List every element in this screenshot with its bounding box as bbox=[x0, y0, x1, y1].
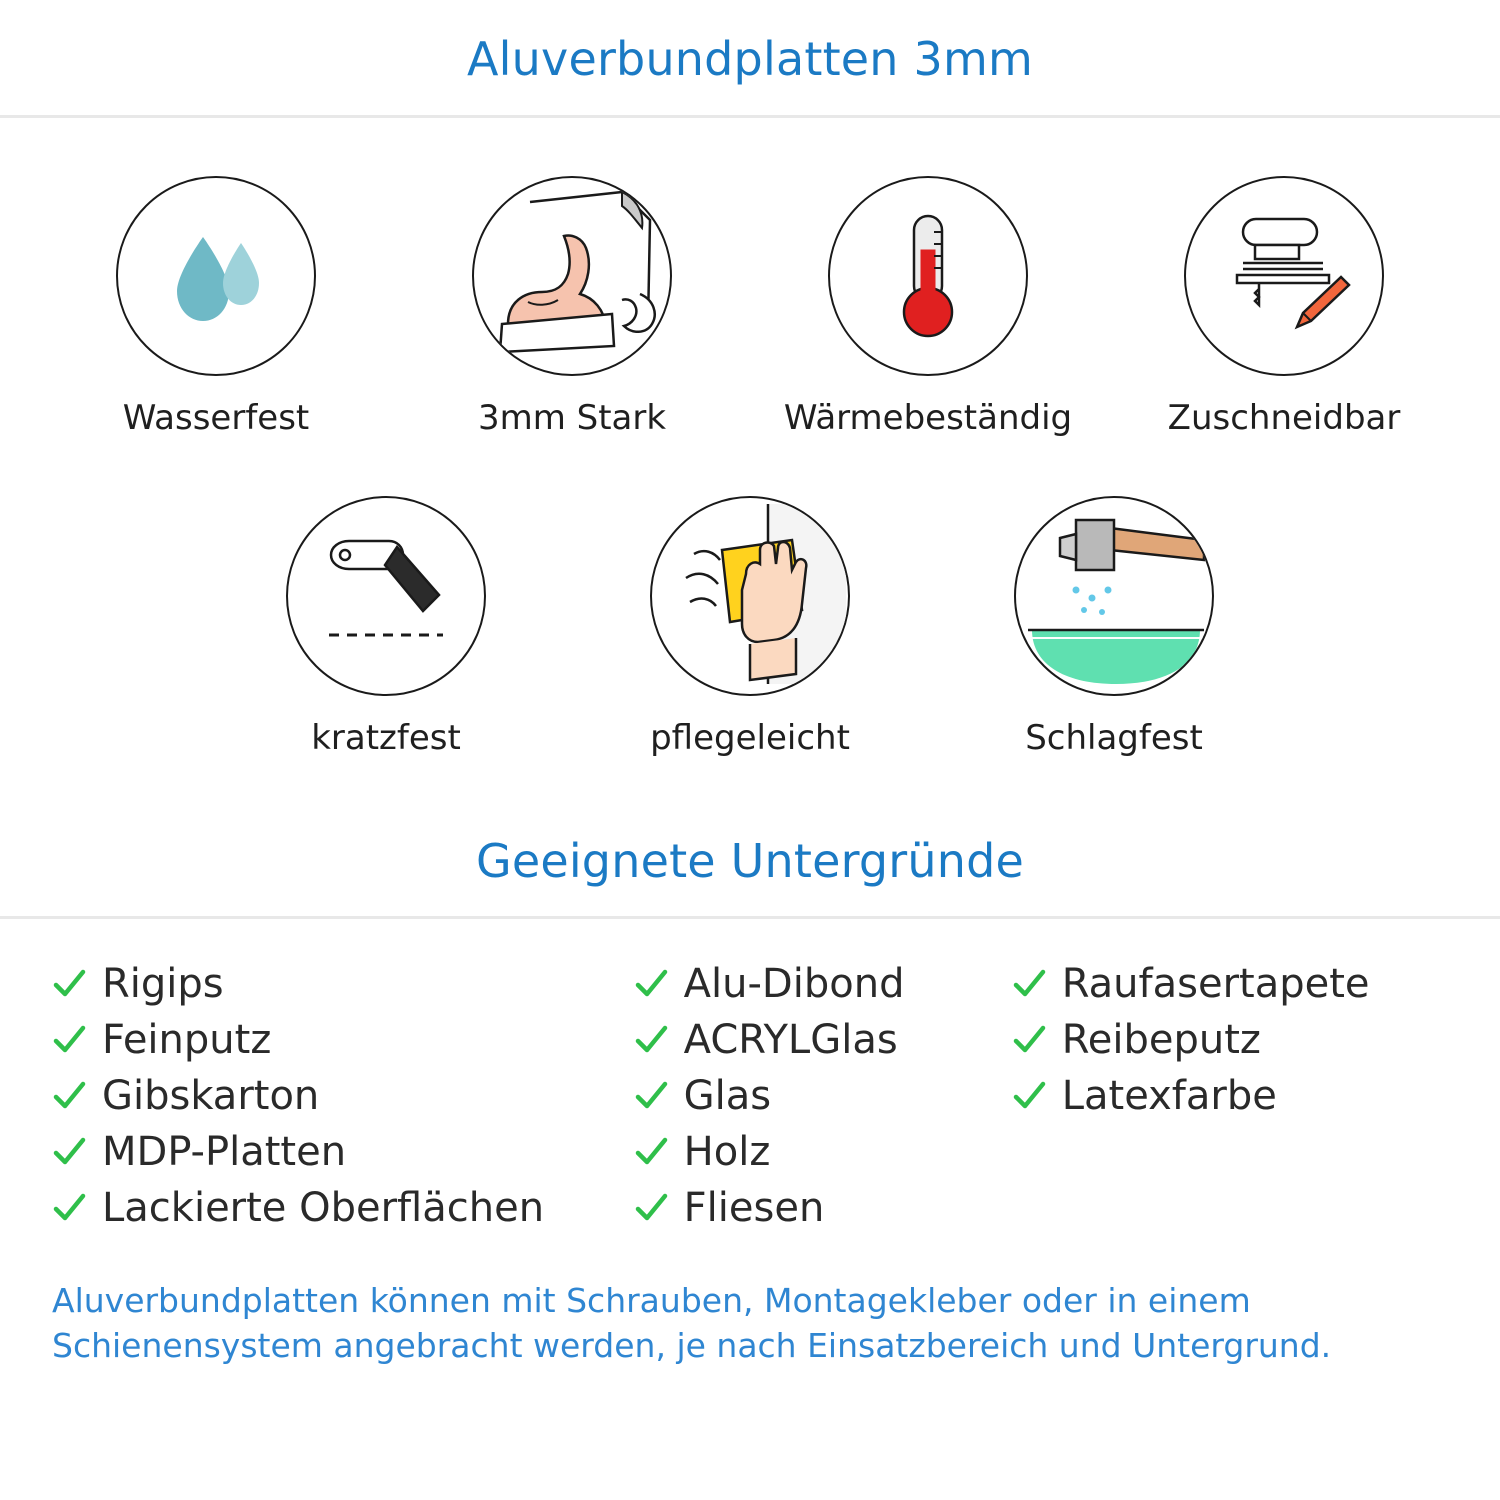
hand-cloth-wipe-icon bbox=[650, 496, 850, 696]
check-icon bbox=[52, 1135, 86, 1169]
substrate-column-3 bbox=[1012, 961, 1448, 1231]
feature-label: kratzfest bbox=[311, 717, 461, 758]
feature-icon-badge bbox=[828, 176, 1028, 376]
check-icon bbox=[52, 1079, 86, 1113]
list-item-label: Holz bbox=[683, 1129, 771, 1176]
feature-icon-badge bbox=[286, 496, 486, 696]
jigsaw-cutter-icon bbox=[1199, 189, 1369, 363]
list-item-label: Gibskarton bbox=[102, 1073, 320, 1120]
feature-schlagfest bbox=[989, 496, 1239, 758]
list-item bbox=[52, 1017, 634, 1063]
feature-label: Wärmebeständig bbox=[783, 397, 1073, 438]
feature-pflegeleicht bbox=[625, 496, 875, 758]
page-title-features: Aluverbundplatten 3mm bbox=[467, 32, 1033, 86]
page-title-substrates: Geeignete Untergründe bbox=[475, 833, 1025, 888]
list-item bbox=[52, 1129, 634, 1175]
feature-wasserfest bbox=[91, 176, 341, 438]
feature-3mm-stark bbox=[447, 176, 697, 438]
substrate-list bbox=[0, 919, 1500, 1231]
check-icon bbox=[634, 967, 668, 1001]
hammer-impact-icon bbox=[1014, 496, 1214, 696]
check-icon bbox=[1012, 967, 1046, 1001]
list-item bbox=[52, 961, 634, 1007]
substrate-column-2 bbox=[634, 961, 1012, 1231]
list-item-label: Reibeputz bbox=[1061, 1017, 1261, 1064]
feature-icon-badge bbox=[650, 496, 850, 696]
list-item bbox=[634, 1017, 1012, 1063]
feature-label: 3mm Stark bbox=[477, 397, 667, 438]
list-item-label: Latexfarbe bbox=[1061, 1073, 1277, 1120]
water-drops-icon bbox=[141, 199, 291, 353]
list-item bbox=[634, 1185, 1012, 1231]
list-item-label: MDP-Platten bbox=[102, 1129, 347, 1176]
footer-note-line-1: Aluverbundplatten können mit Schrauben, Montagekleber oder in einem bbox=[52, 1281, 1251, 1321]
list-item bbox=[1012, 961, 1448, 1007]
strong-arm-icon bbox=[472, 176, 672, 376]
feature-icon-badge bbox=[1184, 176, 1384, 376]
check-icon bbox=[634, 1023, 668, 1057]
list-item bbox=[1012, 1017, 1448, 1063]
feature-row-1 bbox=[0, 176, 1500, 438]
feature-label: Zuschneidbar bbox=[1167, 397, 1401, 438]
footer-note-line-2: Schienensystem angebracht werden, je nach Einsatzbereich und Untergrund. bbox=[52, 1325, 1332, 1365]
feature-icon-badge bbox=[472, 176, 672, 376]
list-item bbox=[634, 961, 1012, 1007]
list-item-label: Raufasertapete bbox=[1061, 961, 1370, 1008]
knife-scratch-icon bbox=[301, 509, 471, 683]
check-icon bbox=[634, 1191, 668, 1225]
list-item-label: Rigips bbox=[102, 961, 224, 1008]
feature-icon-badge bbox=[1014, 496, 1214, 696]
list-item-label: ACRYLGlas bbox=[683, 1017, 898, 1064]
footer-note bbox=[52, 1279, 1448, 1368]
check-icon bbox=[634, 1079, 668, 1113]
feature-kratzfest bbox=[261, 496, 511, 758]
check-icon bbox=[634, 1135, 668, 1169]
feature-icon-badge bbox=[116, 176, 316, 376]
check-icon bbox=[52, 1023, 86, 1057]
feature-label: pflegeleicht bbox=[650, 717, 850, 758]
substrate-column-1 bbox=[52, 961, 634, 1231]
list-item bbox=[52, 1185, 634, 1231]
list-item bbox=[52, 1073, 634, 1119]
check-icon bbox=[1012, 1023, 1046, 1057]
list-item-label: Alu-Dibond bbox=[683, 961, 905, 1008]
list-item bbox=[634, 1073, 1012, 1119]
feature-row-2 bbox=[0, 438, 1500, 758]
feature-label: Wasserfest bbox=[122, 397, 310, 438]
list-item-label: Glas bbox=[683, 1073, 772, 1120]
thermometer-icon bbox=[848, 194, 1008, 358]
feature-waermebestaendig bbox=[783, 176, 1073, 438]
list-item-label: Fliesen bbox=[683, 1185, 825, 1232]
check-icon bbox=[1012, 1079, 1046, 1113]
list-item-label: Feinputz bbox=[102, 1017, 272, 1064]
feature-zuschneidbar bbox=[1159, 176, 1409, 438]
check-icon bbox=[52, 1191, 86, 1225]
list-item-label: Lackierte Oberflächen bbox=[102, 1185, 545, 1232]
feature-label: Schlagfest bbox=[1025, 717, 1203, 758]
list-item bbox=[634, 1129, 1012, 1175]
check-icon bbox=[52, 967, 86, 1001]
feature-grid bbox=[0, 118, 1500, 758]
list-item bbox=[1012, 1073, 1448, 1119]
